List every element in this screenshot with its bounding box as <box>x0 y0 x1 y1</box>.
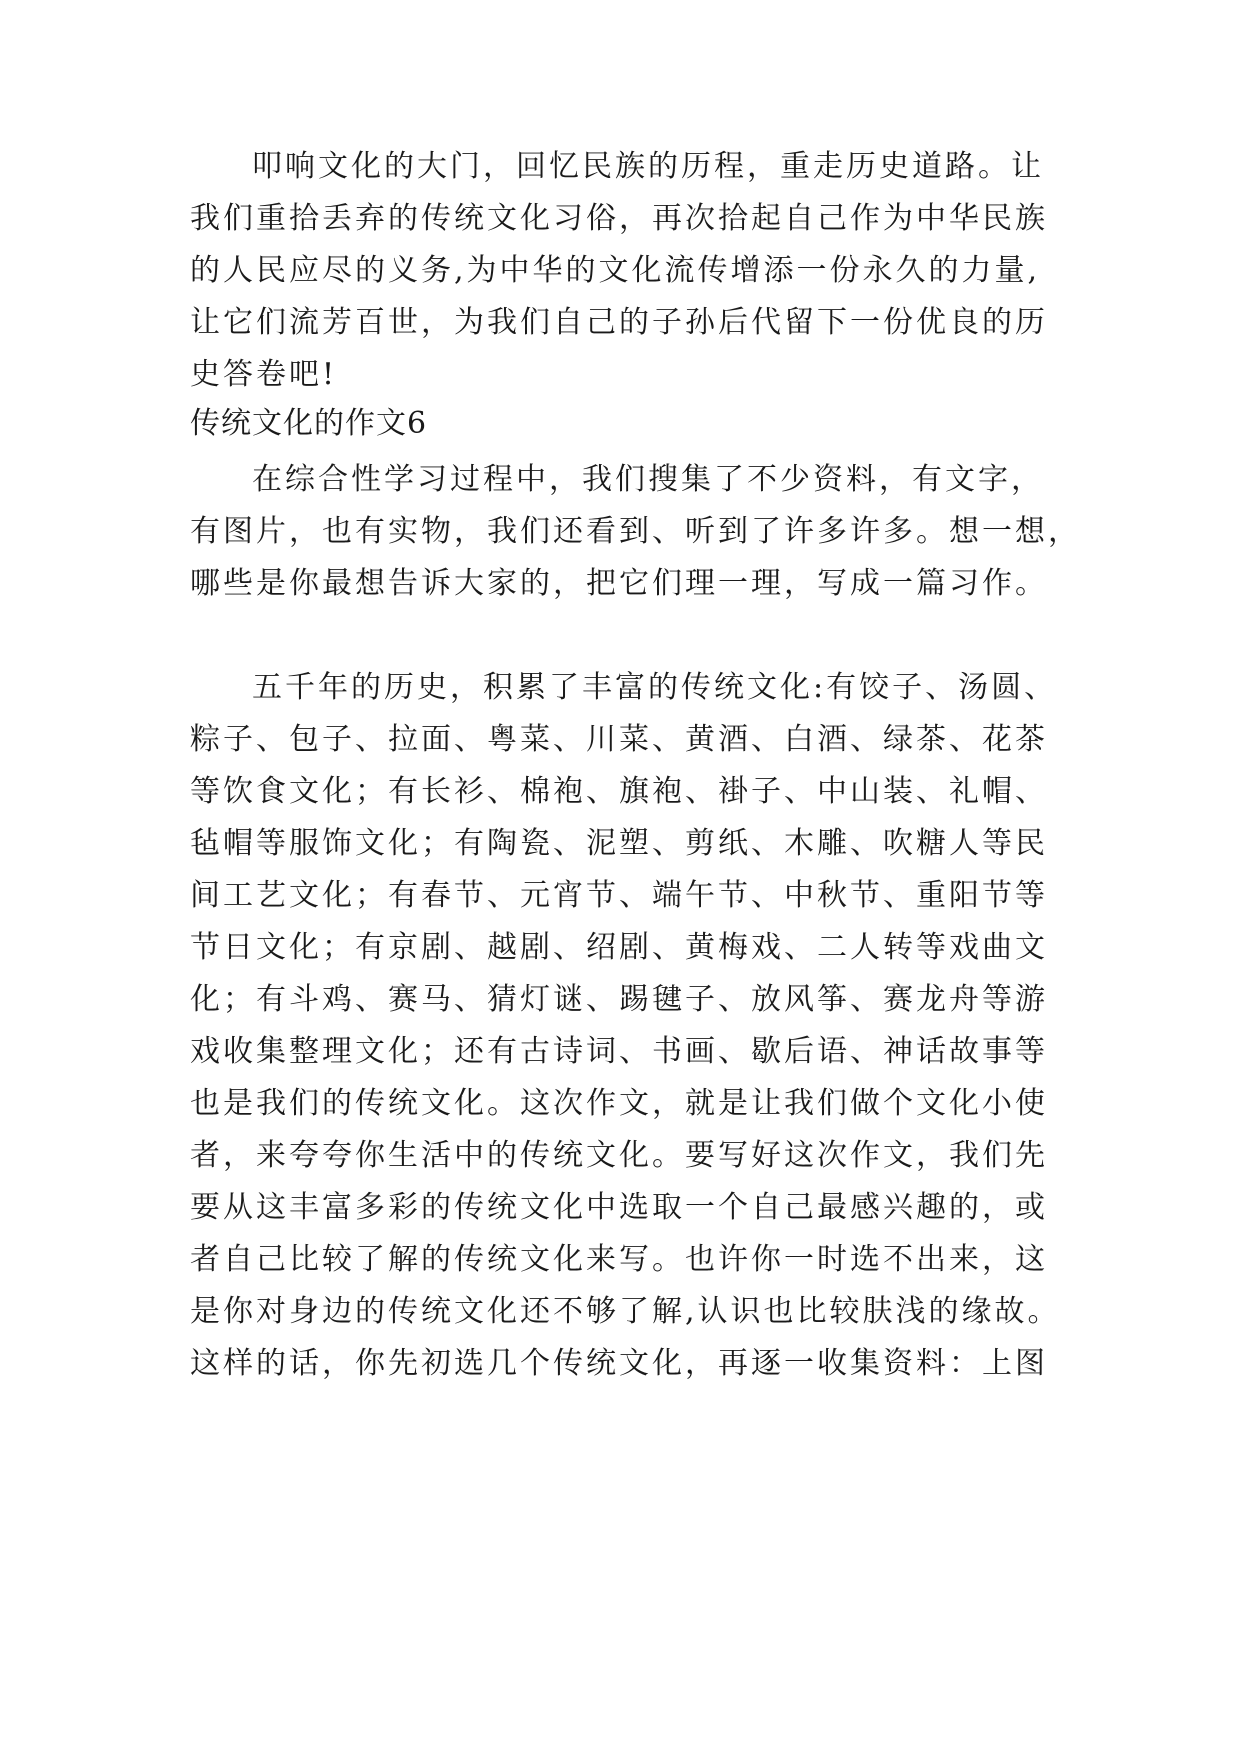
paragraph-3-line-10: 者，来夸夸你生活中的传统文化。要写好这次作文，我们先 <box>190 1138 1048 1173</box>
paragraph-1-line-2: 我们重拾丢弃的传统文化习俗，再次拾起自己作为中华民族 <box>190 201 1048 236</box>
paragraph-2-line-1: 在综合性学习过程中，我们搜集了不少资料，有文字， <box>252 462 1044 497</box>
section-title: 传统文化的作文6 <box>190 406 428 441</box>
paragraph-3-line-9: 也是我们的传统文化。这次作文，就是让我们做个文化小使 <box>190 1086 1048 1121</box>
paragraph-3-line-4: 毡帽等服饰文化；有陶瓷、泥塑、剪纸、木雕、吹糖人等民 <box>190 826 1048 861</box>
paragraph-1-line-5: 史答卷吧! <box>190 357 338 392</box>
paragraph-3-line-3: 等饮食文化；有长衫、棉袍、旗袍、褂子、中山装、礼帽、 <box>190 774 1048 809</box>
paragraph-3-line-12: 者自己比较了解的传统文化来写。也许你一时选不出来，这 <box>190 1242 1048 1277</box>
paragraph-1-line-4: 让它们流芳百世，为我们自己的子孙后代留下一份优良的历 <box>190 305 1048 340</box>
paragraph-3-line-5: 间工艺文化；有春节、元宵节、端午节、中秋节、重阳节等 <box>190 878 1048 913</box>
paragraph-3-line-11: 要从这丰富多彩的传统文化中选取一个自己最感兴趣的，或 <box>190 1190 1048 1225</box>
paragraph-2-line-3: 哪些是你最想告诉大家的，把它们理一理，写成一篇习作。 <box>190 566 1048 601</box>
paragraph-3-line-13: 是你对身边的传统文化还不够了解,认识也比较肤浅的缘故。 <box>190 1294 1061 1329</box>
paragraph-3-line-2: 粽子、包子、拉面、粤菜、川菜、黄酒、白酒、绿茶、花茶 <box>190 722 1048 757</box>
paragraph-1-line-3: 的人民应尽的义务,为中华的文化流传增添一份永久的力量, <box>190 253 1041 288</box>
paragraph-3-line-8: 戏收集整理文化；还有古诗词、书画、歇后语、神话故事等 <box>190 1034 1048 1069</box>
paragraph-1-line-1: 叩响文化的大门，回忆民族的历程，重走历史道路。让 <box>252 149 1044 184</box>
paragraph-3-line-14: 这样的话，你先初选几个传统文化，再逐一收集资料：上图 <box>190 1346 1048 1381</box>
paragraph-3-line-7: 化；有斗鸡、赛马、猜灯谜、踢毽子、放风筝、赛龙舟等游 <box>190 982 1048 1017</box>
paragraph-3-line-1: 五千年的历史，积累了丰富的传统文化:有饺子、汤圆、 <box>252 670 1058 705</box>
paragraph-3-line-6: 节日文化；有京剧、越剧、绍剧、黄梅戏、二人转等戏曲文 <box>190 930 1048 965</box>
paragraph-2-line-2: 有图片，也有实物，我们还看到、听到了许多许多。想一想， <box>190 514 1081 549</box>
